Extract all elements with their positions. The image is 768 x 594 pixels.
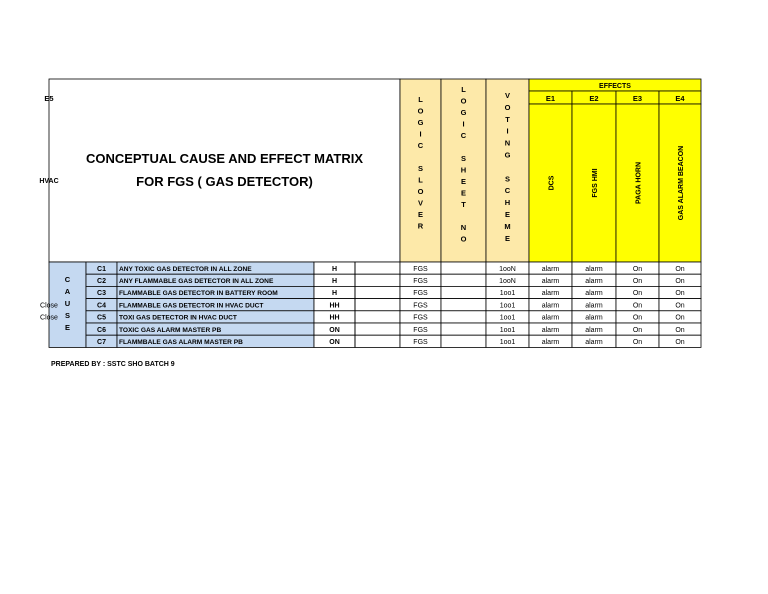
effect-value: alarm <box>541 290 560 298</box>
effect-value: Close <box>40 302 58 310</box>
trip-level: HH <box>329 302 340 310</box>
cause-code: C6 <box>97 326 106 334</box>
voting-scheme-header-letter: C <box>504 186 511 196</box>
effect-value: On <box>632 302 643 310</box>
logic-solver-header-letter: I <box>419 129 422 139</box>
cause-code: C4 <box>97 302 106 310</box>
cause-letter: S <box>64 311 71 320</box>
logic-sheet-cell <box>441 299 486 311</box>
spacer-cell <box>355 262 400 274</box>
effect-name: GAS ALARM BEACON <box>678 145 685 221</box>
spacer-cell <box>355 311 400 323</box>
logic-solver-header-letter: C <box>417 141 424 150</box>
cause-effect-matrix <box>39 79 701 347</box>
logic-sheet-cell <box>441 335 486 347</box>
voting-scheme-header-letter: H <box>504 198 511 208</box>
spacer-cell <box>355 335 400 347</box>
effect-value: alarm <box>541 278 560 285</box>
voting-value: 1ooN <box>499 278 516 285</box>
effect-value: On <box>675 314 685 322</box>
effect-value: On <box>675 265 685 273</box>
effect-value: On <box>632 339 643 346</box>
effect-value: On <box>675 326 685 334</box>
effect-code: E4 <box>675 94 685 103</box>
cause-code: C3 <box>97 290 106 298</box>
logic-sheet-header-letter: E <box>460 188 467 198</box>
logic-solver-value: FGS <box>413 302 428 310</box>
voting-value: 1oo1 <box>499 339 516 346</box>
spacer-cell <box>355 274 400 286</box>
logic-sheet-cell <box>441 311 486 323</box>
logic-solver-header-letter: V <box>417 198 424 208</box>
logic-solver-header-letter: L <box>418 95 423 104</box>
effect-value: On <box>632 314 643 322</box>
logic-sheet-header-letter: N <box>460 223 467 232</box>
logic-solver-header-letter: O <box>417 187 424 196</box>
cause-description: ANY TOXIC GAS DETECTOR IN ALL ZONE <box>119 265 252 273</box>
cause-letter: C <box>64 275 71 284</box>
trip-level: H <box>331 290 338 298</box>
trip-level: H <box>331 265 338 273</box>
effect-value: alarm <box>541 314 560 322</box>
title-cell <box>49 79 400 262</box>
logic-sheet-header-letter: L <box>461 85 466 94</box>
voting-value: 1oo1 <box>499 326 516 334</box>
effect-value: alarm <box>585 314 603 322</box>
logic-sheet-cell <box>441 274 486 286</box>
cause-description: FLAMMBALE GAS ALARM MASTER PB <box>119 339 243 346</box>
voting-value: 1oo1 <box>499 302 516 310</box>
effect-code: E1 <box>545 94 556 103</box>
logic-sheet-header-letter: C <box>460 131 467 140</box>
effect-name: PAGA HORN <box>635 162 643 204</box>
effect-name: FGS HMI <box>592 168 599 198</box>
trip-level: H <box>331 278 338 285</box>
cause-description: FLAMMABLE GAS DETECTOR IN BATTERY ROOM <box>119 290 278 298</box>
spacer-cell <box>355 286 400 298</box>
effect-value: On <box>632 290 643 298</box>
logic-sheet-header-letter: I <box>462 119 465 129</box>
voting-scheme-header-letter: N <box>504 138 511 148</box>
logic-solver-value: FGS <box>413 290 428 298</box>
voting-scheme-header-letter: S <box>504 174 511 184</box>
logic-sheet-header-letter: G <box>460 108 467 117</box>
effect-value: alarm <box>541 326 560 334</box>
voting-scheme-header-letter: G <box>504 150 511 160</box>
matrix-table <box>39 79 701 347</box>
logic-sheet-cell <box>441 262 486 274</box>
cause-code: C2 <box>97 278 106 285</box>
logic-solver-value: FGS <box>413 339 428 346</box>
effect-value: alarm <box>585 302 603 310</box>
voting-value: 1oo1 <box>499 314 516 322</box>
logic-solver-header-letter: L <box>418 175 423 185</box>
logic-sheet-cell <box>441 286 486 298</box>
logic-solver-header-letter: G <box>417 118 424 127</box>
voting-scheme-header-letter: I <box>506 126 509 136</box>
effect-value: On <box>675 302 685 310</box>
voting-scheme-header-letter: M <box>504 221 511 231</box>
logic-sheet-header-letter: E <box>460 177 467 186</box>
effect-code: E3 <box>632 94 643 103</box>
logic-solver-value: FGS <box>413 326 428 334</box>
cause-letter: U <box>64 299 71 308</box>
trip-level: ON <box>329 339 340 346</box>
logic-sheet-header-letter: S <box>460 154 467 163</box>
effect-value: On <box>675 339 685 346</box>
logic-solver-header-letter: O <box>417 106 424 116</box>
effect-name: DCS <box>548 175 556 191</box>
effect-value: alarm <box>585 278 603 285</box>
voting-scheme-header-letter: V <box>504 91 511 100</box>
effect-value: On <box>632 278 643 285</box>
logic-sheet-header-letter: H <box>460 165 467 175</box>
effect-value: On <box>632 265 643 273</box>
effect-code: E5 <box>44 94 54 103</box>
effects-label: EFFECTS <box>599 83 631 90</box>
cause-description: TOXI GAS DETECTOR IN HVAC DUCT <box>119 314 237 322</box>
logic-sheet-header-letter: O <box>460 96 467 106</box>
effect-value: alarm <box>585 265 603 273</box>
voting-value: 1oo1 <box>499 290 516 298</box>
matrix-title-line1: CONCEPTUAL CAUSE AND EFFECT MATRIX <box>85 151 364 166</box>
logic-sheet-header-letter: T <box>461 200 466 209</box>
effect-value: alarm <box>541 302 560 310</box>
voting-scheme-header-letter: T <box>505 114 510 124</box>
voting-scheme-header-letter: O <box>504 102 511 112</box>
matrix-title-line2: FOR FGS ( GAS DETECTOR) <box>136 174 313 189</box>
trip-level: ON <box>329 326 340 334</box>
logic-solver-value: FGS <box>413 278 428 285</box>
cause-code: C1 <box>97 265 106 273</box>
logic-solver-header-letter: R <box>417 221 424 231</box>
effect-value: alarm <box>541 339 560 346</box>
effect-name: HVAC <box>39 178 59 185</box>
effect-value: alarm <box>585 339 603 346</box>
effect-value: On <box>632 326 643 334</box>
spacer-cell <box>355 323 400 335</box>
logic-solver-value: FGS <box>413 314 428 322</box>
logic-solver-value: FGS <box>413 265 428 273</box>
cause-letter: A <box>64 287 71 296</box>
trip-level: HH <box>329 314 340 322</box>
cause-letter: E <box>64 323 71 332</box>
logic-solver-header-letter: E <box>417 210 424 219</box>
prepared-by-note: PREPARED BY : SSTC SHO BATCH 9 <box>51 361 175 368</box>
logic-sheet-header-letter: O <box>460 234 467 244</box>
effect-code: E2 <box>589 94 599 103</box>
effect-value: alarm <box>585 326 603 334</box>
voting-value: 1ooN <box>499 265 516 273</box>
cause-description: TOXIC GAS ALARM MASTER PB <box>119 326 222 334</box>
voting-scheme-header-letter: E <box>504 233 511 243</box>
voting-scheme-header-letter: E <box>504 210 511 219</box>
effect-value: alarm <box>585 290 603 298</box>
cause-description: ANY FLAMMABLE GAS DETECTOR IN ALL ZONE <box>119 278 274 285</box>
cause-code: C7 <box>97 339 106 346</box>
spacer-cell <box>355 299 400 311</box>
effect-value: alarm <box>541 265 560 273</box>
effect-value: Close <box>40 314 58 322</box>
effect-value: On <box>675 290 685 298</box>
logic-sheet-cell <box>441 323 486 335</box>
logic-solver-header-letter: S <box>417 164 424 173</box>
cause-code: C5 <box>97 314 106 322</box>
cause-description: FLAMMABLE GAS DETECTOR IN HVAC DUCT <box>119 302 264 310</box>
effect-value: On <box>675 278 685 285</box>
